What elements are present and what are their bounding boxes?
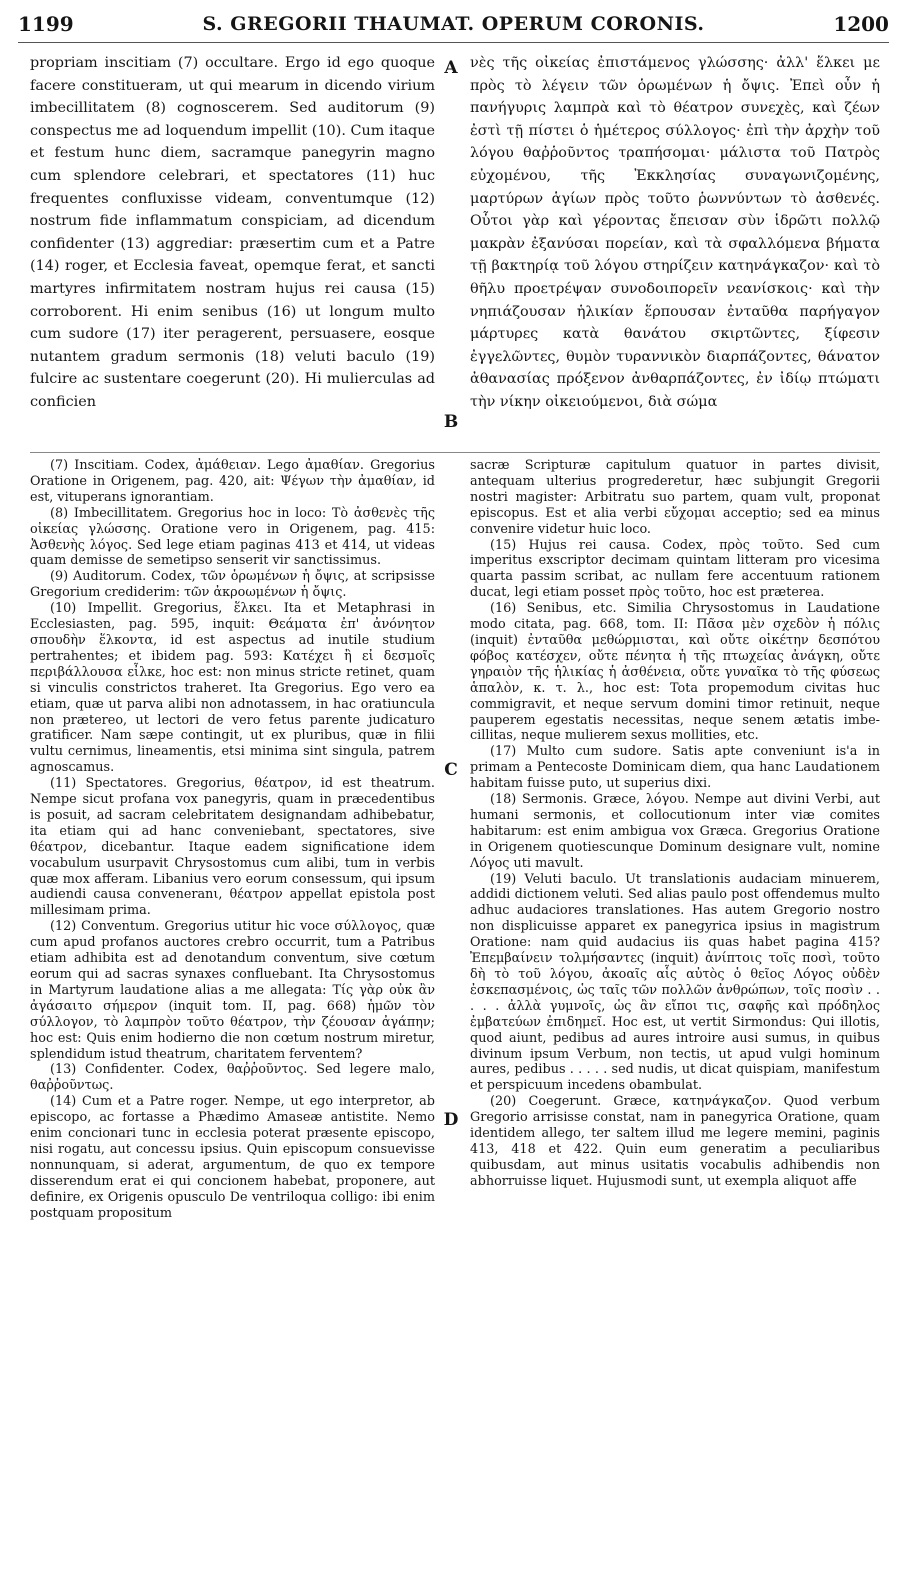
margin-letter-b: B <box>443 412 459 432</box>
footnote: (14) Cum et a Patre roger. Nempe, ut ego interpretor, ab episcopo, ac fortasse a Phædimo Amaseæ antistite. Nemo enim concionari tunc in ecclesia poterat præsente episcopo, nisi rogatu, aut concessu ipsius. Quin episcopum consuevisse nonnunquam, si aderat, argumentum, de quo ex tempore disserendum erat ei qui concionem habebat, proponere, aut definire, ex Origenis opusculo De ventriloqua colligo: ibi enim postquam propositum <box>30 1094 435 1221</box>
notes-divider <box>30 452 880 453</box>
main-text-latin <box>30 52 435 414</box>
footnote: (15) Hujus rei causa. Codex, πρὸς τοῦτο. Sed cum imperitus exscriptor decimam quintam litteram pro vicesima quarta passim scribat, ac nullam fere accentuum rationem ducat, legi etiam posset πρὸς τοῦτο, hoc est præterea. <box>470 537 880 601</box>
main-text-greek <box>470 52 880 414</box>
greek-paragraph: νὲς τῆς οἰκείας ἐπιστάμενος γλώσσης· ἀλλ' ἕλκει με πρὸς τὸ λέγειν τῶν ὁρωμένων ἡ ὄψις. Ἐπεὶ οὖν ἡ πανήγυρις λαμπρὰ καὶ τὸ θέατρον συνεχὲς, καὶ ζέων ἐστὶ τῇ πίστει ὁ ἡμέτερος σύλλογος· ἐπὶ τὴν ἀρχὴν τοῦ λόγου θαῤῥοῦντος τραπήσομαι· μάλιστα τοῦ Πατρὸς εὐχομένου, τῆς Ἐκκλησίας συναγωνιζομένης, μαρτύρων ἁγίων πρὸς τοῦτο ῥωννύντων τὸ ἀσθενές. Οὗτοι γὰρ καὶ γέροντας ἔπεισαν σὺν ἱδρῶτι πολλῷ μακρὰν ἐξανύσαι πορείαν, καὶ τὰ σφαλλόμενα βήματα τῇ βακτηρίᾳ τοῦ λόγου στηρίζειν κατηνάγκαζον· καὶ τὸ θῆλυ προετρέψαν συνοδοιπορεῖν νεανίσκοις· καὶ τὴν νηπιάζουσαν ἡλικίαν ἕρπουσαν ἐνταῦθα παρήγαγον μάρτυρες κατὰ θανάτου σκιρτῶντες, ξίφεσιν ἐγγελῶντες, θυμὸν τυραννικὸν διαρπάζοντες, θάνατον ἀθανασίας πρόξενον ἀνθαρπάζοντες, ἐν ἰδίῳ πτώματι τὴν νίκην οἰκειούμενοι, διὰ σώμα <box>470 55 880 410</box>
footnote-continuation: sacræ Scripturæ capitulum quatuor in partes divisit, antequam ulterius progrederetur, hæc subjungit Gregorii nostri magister: Arbitratu suo partem, quam vult, proponat episcopus. Est et alia verbi εὔχομαι acceptio; sed ea minus convenire videtur huic loco. <box>470 458 880 537</box>
footnotes-right-column <box>470 458 880 1190</box>
right-page-number: 1200 <box>833 12 889 36</box>
margin-letter-d: D <box>443 1110 459 1130</box>
footnote: (7) Inscitiam. Codex, ἀμάθειαν. Lego ἀμαθίαν. Gregorius Oratione in Origenem, pag. 420, ait: Ψέγων τὴν ἀμαθίαν, id est, vituperans ignorantiam. <box>30 458 435 505</box>
margin-letter-c: C <box>444 760 458 780</box>
footnotes-left-column <box>30 458 435 1222</box>
footnote: (12) Conventum. Gregorius utitur hic voce σύλλογος, quæ cum apud profanos auctores crebro occurrit, tum a Patribus etiam adhibita est ad denotandum conventum, sive cœtum eorum qui ad sacras synaxes confluebant. Ita Chrysostomus in Martyrum laudatione alias a me allegata: Τίς γὰρ οὐκ ἂν ἀγάσαιτο σήμερον (inquit tom. II, pag. 668) ἡμῶν τὸν σύλλογον, τὸ λαμπρὸν τοῦτο θέατρον, τὴν ζέουσαν ἀγάπην; hoc est: Quis enim hodierno die non cœtum nostrum miretur, splendidum istud theatrum, charitatem ferventem? <box>30 919 435 1062</box>
latin-paragraph: propriam inscitiam (7) occultare. Ergo id ego quoque facere constitueram, ut qui mearum in dicendo virium imbecillitatem (8) cognoscerem. Sed auditorum (9) conspectus me ad loquendum impellit (10). Cum itaque et festum hunc diem, sacramque panegyrin magno cum splendore celebrari, et spectatores (11) huc frequentes confluxisse videam, conventumque (12) nostrum fide inflammatum conspiciam, ad dicendum confidenter (13) aggrediar: præsertim cum et a Patre (14) roger, et Ecclesia faveat, opemque ferat, et sancti martyres infirmitatem nostram hujus rei causa (15) corroborent. Hi enim senibus (16) ut longum multo cum sudore (17) iter peragerent, persuasere, eosque nutantem gradum sermonis (18) veluti baculo (19) fulcire ac sustentare coegerunt (20). Hi mulierculas ad conficien <box>30 55 435 410</box>
footnote: (20) Coegerunt. Græce, κατηνάγκαζον. Quod verbum Gregorio arrisisse constat, nam in panegyrica Oratione, quam identidem allego, ter saltem illud me legere memini, paginis 413, 418 et 422. Quin eum generatim a peculiaribus quibusdam, aut minus usitatis vocabulis adhibendis non abhorruisse liquet. Hujusmodi sunt, ut exempla aliquot affe <box>470 1094 880 1189</box>
footnote: (8) Imbecillitatem. Gregorius hoc in loco: Τὸ ἀσθενὲς τῆς οἰκείας γλώσσης. Oratione vero in Origenem, pag. 415: Ἀσθενὴς λόγος. Sed lege etiam paginas 413 et 414, ut videas quam demisse de semetipso senserit vir sanctissimus. <box>30 505 435 569</box>
footnote: (17) Multo cum sudore. Satis apte conveniunt is'a in primam a Pentecoste Dominicam diem, qua hanc Laudationem habitam fuisse puto, ut superius dixi. <box>470 744 880 792</box>
footnote: (16) Senibus, etc. Similia Chrysostomus in Laudatione modo citata, pag. 668, tom. II: Πᾶσα μὲν σχεδὸν ἡ πόλις (inquit) ἐνταῦθα μεθώρμισται, καὶ οὔτε οἰκέτην δεσπότου φόβος κατέσχεν, οὔτε πένητα ἡ τῆς πτωχείας ἀνάγκη, οὔτε γηραιὸν τῆς ἡλικίας ἡ ἀσθένεια, οὔτε γυναῖκα τὸ τῆς φύσεως ἁπαλὸν, κ. τ. λ., hoc est: Tota propemodum civitas huc commigravit, et neque servum domini timor retinuit, neque pauperem egestatis necessitas, neque senem ætatis imbecillitas, neque mulierem sexus mollities, etc. <box>470 601 880 744</box>
margin-letter-a: A <box>444 58 458 78</box>
footnote: (19) Veluti baculo. Ut translationis audaciam minuerem, addidi dictionem veluti. Sed alias paulo post offendemus multo adhuc audaciores translationes. Has autem Gregorio nostro non displicuisse apparet ex panegyrica ipsius in magistrum Oratione: nam quid audacius iis quas habet pagina 415? Ἐπεμβαίνειν τολμήσαντες (inquit) ἀνίπτοις τοῖς ποσὶ, τοῦτο δὴ τὸ τοῦ λόγου, ἀκοαῖς αἷς αὐτὸς ὁ θεῖος Λόγος οὐδὲν ἐσκεπασμένοις, ὡς ταῖς τῶν πολλῶν ἀνθρώπων, τοῖς ποσὶν . . . . . ἀλλὰ γυμνοῖς, ὡς ἂν εἴποι τις, σαφῆς καὶ πρόδηλος ἐμβατεύων ἐπιδημεῖ. Hoc est, ut vertit Sirmondus: Qui illotis, quod aiunt, pedibus ad aures introire ausi sumus, in quibus divinum ipsum Verbum, non tectis, ut apud vulgi hominum aures, pedibus . . . . . sed nudis, ut dicat quispiam, manifestum et perspicuum incedens obambulat. <box>470 871 880 1094</box>
running-title: S. GREGORII THAUMAT. OPERUM CORONIS. <box>202 13 705 35</box>
footnote: (11) Spectatores. Gregorius, θέατρον, id est theatrum. Nempe sicut profana vox panegyris, quam in præcedentibus is posuit, ad sacram celebritatem designandam adhibebatur, ita etiam qui ad hanc conveniebant, spectatores, sive θέατρον, dicebantur. Itaque eadem significatione idem vocabulum usurpavit Chrysostomus cum alibi, tum in verbis quæ mox afferam. Libanius vero eorum consessum, qui ipsum audiendi causa conveneranι, θέατρον appellat epistola post millesimam prima. <box>30 776 435 919</box>
footnote: (18) Sermonis. Græce, λόγου. Nempe aut divini Verbi, aut humani sermonis, et collocutionum inter viæ comites habitarum: est enim ambigua vox Græca. Gregorius Oratione in Origenem quotiescunque Dominum designare vult, nomine Λόγος uti mavult. <box>470 792 880 871</box>
left-page-number: 1199 <box>18 12 74 36</box>
running-header <box>18 6 889 43</box>
footnote: (10) Impellit. Gregorius, ἕλκει. Ita et Metaphrasi in Ecclesiasten, pag. 595, inquit: Θεάματα ἐπ' ἀνόνητον σπουδὴν ἕλκοντα, id est aspectus ad inutile studium pertrahentes; et ibidem pag. 593: Κατέχει ἢ εἰ δεσμοῖς περιβάλλουσα εἶλκε, hoc est: non minus stricte retinet, quam si vinculis constrictos traheret. Ita Gregorius. Ego vero ea etiam, quæ ut parva alibi non adnotassem, in hac oratiuncula non prætereo, ut lectori de vero fetus parente judicaturo gratificer. Nam sæpe contingit, ut ex pluribus, quæ in filii vultu cernimus, lineamentis, etsi minima sint singula, patrem agnoscamus. <box>30 601 435 776</box>
footnote: (9) Auditorum. Codex, τῶν ὁρωμένων ἡ ὄψις, at scripsisse Gregorium crediderim: τῶν ἀκροωμένων ἡ ὄψις. <box>30 569 435 601</box>
footnote: (13) Confidenter. Codex, θαῤῥοῦντος. Sed legere malo, θαῤῥοῦντως. <box>30 1062 435 1094</box>
